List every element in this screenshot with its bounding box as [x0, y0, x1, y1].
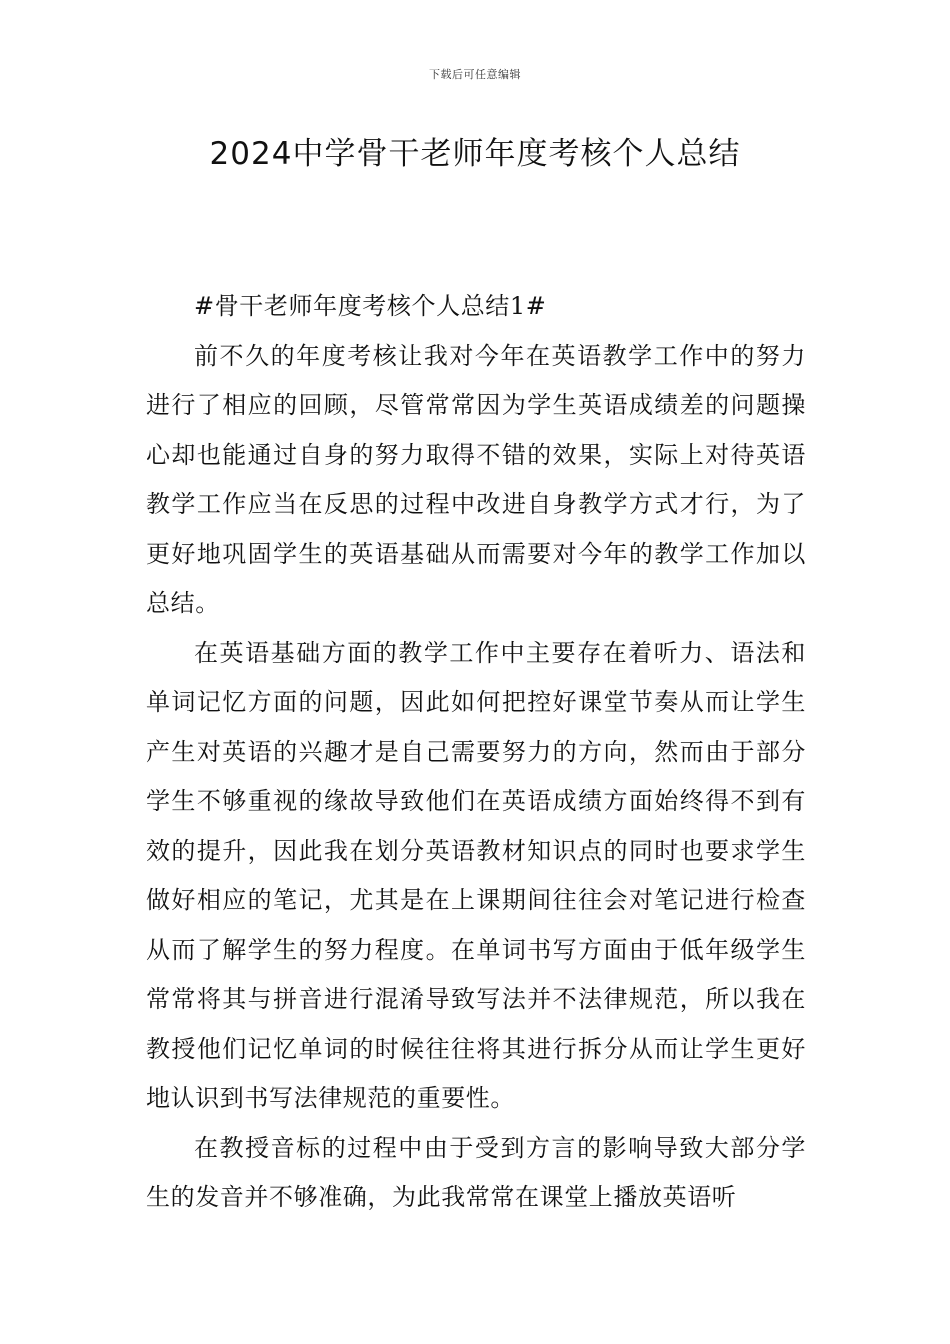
paragraph: 在英语基础方面的教学工作中主要存在着听力、语法和单词记忆方面的问题，因此如何把控好课堂节奏从而让学生产生对英语的兴趣才是自己需要努力的方向，然而由于部分学生不够重视的缘故导致他们在英语成绩方面始终得不到有效的提升，因此我在划分英语教材知识点的同时也要求学生做好相应的笔记，尤其是在上课期间往往会对笔记进行检查从而了解学生的努力程度。在单词书写方面由于低年级学生常常将其与拼音进行混淆导致写法并不法律规范，所以我在教授他们记忆单词的时候往往将其进行拆分从而让学生更好地认识到书写法律规范的重要性。: [146, 638, 806, 1112]
header-note: 下载后可任意编辑: [429, 68, 521, 81]
document-body: [146, 282, 806, 1223]
paragraph: 在教授音标的过程中由于受到方言的影响导致大部分学生的发音并不够准确，为此我常常在课堂上播放英语听: [146, 1133, 806, 1211]
document-title: 2024中学骨干老师年度考核个人总结: [209, 136, 741, 172]
paragraph: 前不久的年度考核让我对今年在英语教学工作中的努力进行了相应的回顾，尽管常常因为学生英语成绩差的问题操心却也能通过自身的努力取得不错的效果，实际上对待英语教学工作应当在反思的过程中改进自身教学方式才行，为了更好地巩固学生的英语基础从而需要对今年的教学工作加以总结。: [146, 341, 806, 617]
section-heading: #骨干老师年度考核个人总结1#: [194, 292, 547, 320]
